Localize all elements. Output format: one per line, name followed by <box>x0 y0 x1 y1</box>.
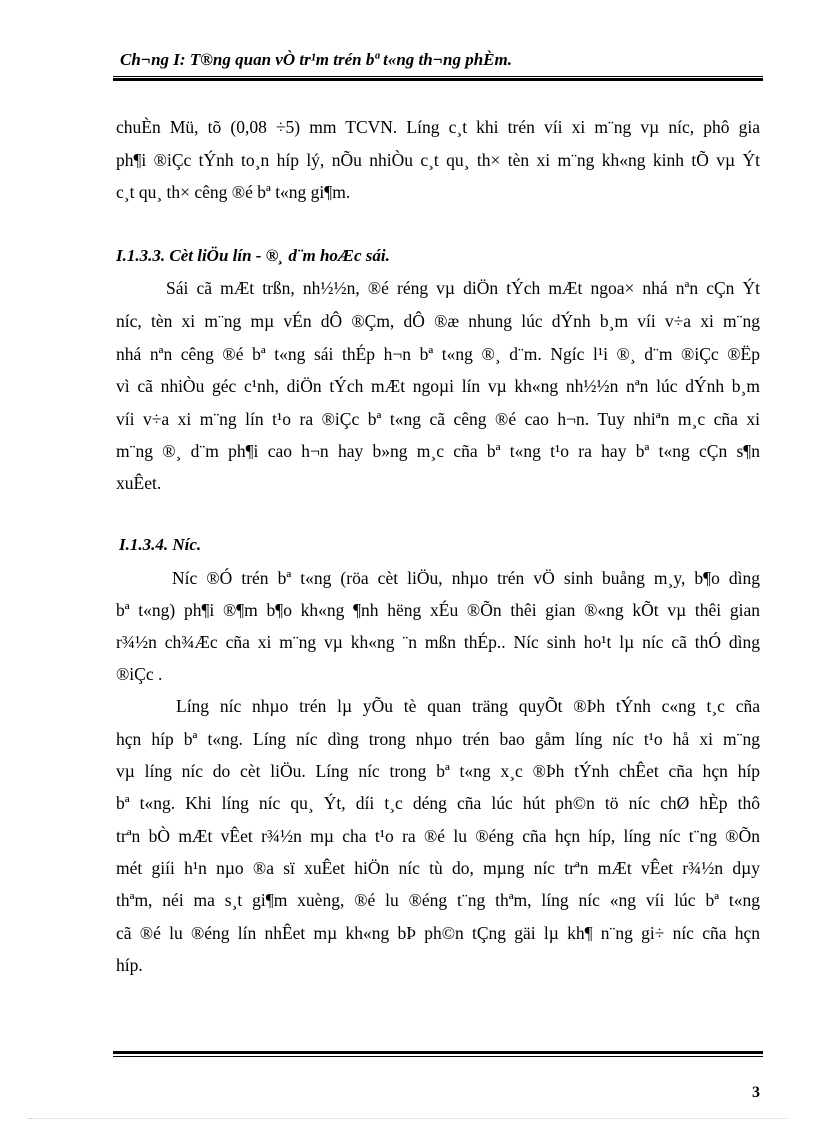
text-line: híp. <box>116 955 143 975</box>
text-line: ph¶i ®iÇc tÝnh to¸n híp lý, nÕu nhiÒu c¸t qu¸ th× tèn xi m¨ng kh«ng kinh tÕ vµ Ýt <box>116 150 760 170</box>
chapter-header: Ch¬ng I: T®ng quan vÒ tr¹m trén bª t«ng th¬ng phÈm. <box>120 50 512 69</box>
section-heading-water: I.1.3.4. Níc. <box>119 535 202 554</box>
text-line: chuÈn Mü, tõ (0,08 ÷5) mm TCVN. Líng c¸t khi trén víi xi m¨ng vµ níc, phô gia <box>116 117 760 137</box>
header-rule-thin <box>113 76 763 77</box>
text-line: vµ líng níc do cèt liÖu. Líng níc trong bª t«ng x¸c ®Þh tÝnh chÊet cña hçn híp <box>116 761 760 781</box>
text-line: níc, tèn xi m¨ng mµ vÉn dÔ ®Çm, dÔ ®æ nhung lúc dÝnh b¸m víi v÷a xi m¨ng <box>116 311 760 331</box>
header-rule-thick <box>113 78 763 81</box>
text-line: Sái cã mÆt trßn, nh½½n, ®é réng vµ diÖn tÝch mÆt ngoa× nhá nªn cÇn Ýt <box>166 278 760 298</box>
text-line: vì cã nhiÒu géc c¹nh, diÖn tÝch mÆt ngoµi lín vµ kh«ng nh½½n nªn lúc dÝnh b¸m <box>116 376 760 396</box>
page-number: 3 <box>752 1084 760 1101</box>
text-line: víi v÷a xi m¨ng lín t¹o ra ®iÇc bª t«ng cã cêng ®é cao h¬n. Tuy nhiªn m¸c cña xi <box>116 409 760 429</box>
text-line: Níc ®Ó trén bª t«ng (röa cèt liÖu, nhµo trén vÖ sinh buång m¸y, b¶o dìng <box>172 568 760 588</box>
text-line: m¨ng ®¸ d¨m ph¶i cao h¬n hay b»ng m¸c cña bª t«ng t¹o ra hay bª t«ng cÇn s¶n <box>116 441 760 461</box>
text-line: r¾½n ch¾Æc cña xi m¨ng vµ kh«ng ¨n mßn thÉp.. Níc sinh ho¹t lµ níc cã thÓ dìng <box>116 632 760 652</box>
text-line: bª t«ng. Khi líng níc qu¸ Ýt, díi t¸c déng cña lúc hút ph©n tö níc chØ hÈp thô <box>116 793 760 813</box>
text-line: trªn bÒ mÆt vÊet r¾½n mµ cha t¹o ra ®é lu ®éng cña hçn híp, líng níc t¨ng ®Õn <box>116 826 760 846</box>
footer-rule-thin <box>113 1056 763 1057</box>
section-heading-aggregate: I.1.3.3. Cèt liÖu lín - ®¸ d¨m hoÆc sái. <box>116 246 390 265</box>
text-line: bª t«ng) ph¶i ®¶m b¶o kh«ng ¶nh hëng xÉu ®Õn thêi gian ®«ng kÕt vµ thêi gian <box>116 600 760 620</box>
text-line: c¸t qu¸ th× cêng ®é bª t«ng gi¶m. <box>116 182 351 202</box>
page-edge-divider <box>28 1118 788 1119</box>
footer-rule-thick <box>113 1051 763 1054</box>
text-line: cã ®é lu ®éng lín nhÊet mµ kh«ng bÞ ph©n tÇng gäi lµ kh¶ n¨ng gi÷ níc cña hçn <box>116 923 760 943</box>
text-line: Líng níc nhµo trén lµ yÕu tè quan träng quyÕt ®Þh tÝnh c«ng t¸c cña <box>176 696 760 716</box>
text-line: xuÊet. <box>116 473 162 493</box>
text-line: mét giíi h¹n nµo ®a sï xuÊet hiÖn níc tù do, mµng níc trªn mÆt vÊet r¾½n dµy <box>116 858 760 878</box>
text-line: ®iÇc . <box>116 664 163 684</box>
text-line: nhá nªn cêng ®é bª t«ng sái thÉp h¬n bª t«ng ®¸ d¨m. Ngíc l¹i ®¸ d¨m ®iÇc ®Ëp <box>116 344 760 364</box>
text-line: thªm, néi ma s¸t gi¶m xuèng, ®é lu ®éng t¨ng thªm, líng níc «ng víi lúc bª t«ng <box>116 890 760 910</box>
text-line: hçn híp bª t«ng. Líng níc dìng trong nhµo trén bao gåm líng níc t¹o hå xi m¨ng <box>116 729 760 749</box>
